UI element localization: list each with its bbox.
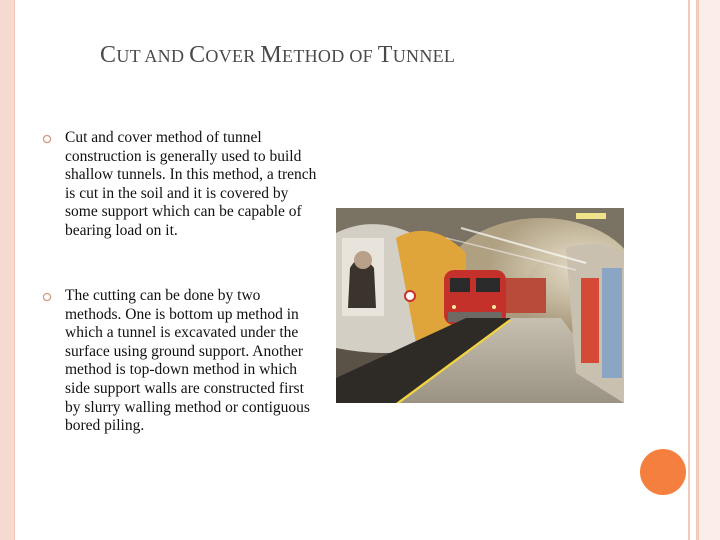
title-part: OVER [205,46,261,66]
bullet-text-1: Cut and cover method of tunnel construction is generally used to build shallow tunnels. In this method, a trench is cut in the soil and it is covered by some support which can be capable of bearing load on it. [65,129,317,239]
accent-circle [640,449,686,495]
bullet-icon [42,292,52,302]
title-part: ETHOD OF [282,46,378,66]
title-part: C [100,42,117,68]
left-border-stripe [0,0,14,540]
bullet-text-2: The cutting can be done by two methods. One is bottom up method in which a tunnel is excavated under the surface using ground support. Another method is top-down method in which side support walls are constructed first by slurry walling method or contiguous bored piling. [65,287,310,435]
slide-title [100,42,620,69]
right-border-band [699,0,720,540]
title-part: T [377,42,393,68]
right-border-line [688,0,690,540]
tunnel-photo-illustration [336,208,624,403]
title-part: M [260,42,283,68]
bullet-icon [42,134,52,144]
underground-station-photo [336,208,624,403]
title-part: UNNEL [392,46,456,66]
title-part: UT AND [116,46,190,66]
title-part: C [189,42,206,68]
left-border-line [14,0,15,540]
